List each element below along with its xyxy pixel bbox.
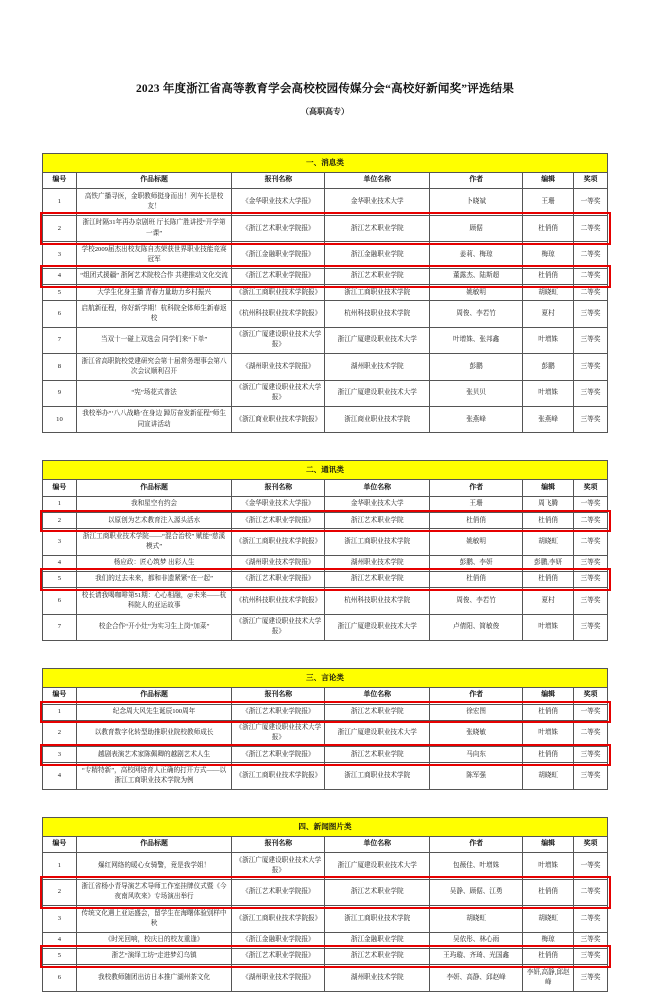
cell-award: 三等奖	[574, 380, 608, 406]
cell-title: 学校2009届杰出校友陈自杰荣获世界职业技能竞赛冠军	[76, 242, 231, 268]
cell-title: 浙江省杨小青导演艺术导师工作室挂牌仪式暨《今夜南风吹来》专场演出举行	[76, 879, 231, 905]
cell-author: 姜莉、梅琼	[430, 242, 523, 268]
cell-paper: 《浙江广厦建设职业技术大学报》	[232, 327, 325, 353]
table-row	[43, 285, 608, 301]
cell-award: 三等奖	[574, 763, 608, 789]
cell-editor: 夏村	[523, 588, 574, 614]
table-row-flagged	[43, 948, 608, 964]
cell-author: 杜俏俏	[430, 513, 523, 529]
section-header-row	[43, 154, 608, 173]
cell-award: 三等奖	[574, 571, 608, 587]
table-row	[43, 354, 608, 380]
table-row	[43, 242, 608, 268]
cell-author: 吴静、顾倨、江勇	[430, 879, 523, 905]
cell-author: 张贝贝	[430, 380, 523, 406]
cell-unit: 金华职业技术大学	[325, 189, 430, 215]
table-row	[43, 406, 608, 432]
table-row-flagged	[43, 879, 608, 905]
cell-no: 5	[43, 571, 77, 587]
cell-editor: 杜俏俏	[523, 948, 574, 964]
cell-author: 王玙璇、齐琦、光国鑫	[430, 948, 523, 964]
column-header-title: 作品标题	[76, 480, 231, 497]
table-row-flagged	[43, 268, 608, 284]
cell-author: 张燕峰	[430, 406, 523, 432]
cell-award: 三等奖	[574, 965, 608, 991]
cell-award: 一等奖	[574, 189, 608, 215]
cell-editor: 叶增姝	[523, 853, 574, 879]
column-header-award: 奖项	[574, 172, 608, 189]
column-header-author: 作者	[430, 172, 523, 189]
cell-no: 1	[43, 704, 77, 720]
cell-editor: 叶增姝	[523, 720, 574, 746]
cell-award: 二等奖	[574, 268, 608, 284]
cell-award: 三等奖	[574, 747, 608, 763]
cell-paper: 《浙江艺术职业学院报》	[232, 948, 325, 964]
cell-author: 徐宏图	[430, 704, 523, 720]
column-header-editor: 编辑	[523, 836, 574, 853]
cell-award: 二等奖	[574, 215, 608, 241]
table-row-flagged	[43, 747, 608, 763]
cell-unit: 浙江艺术职业学院	[325, 747, 430, 763]
cell-award: 一等奖	[574, 704, 608, 720]
cell-paper: 《金华职业技术大学报》	[232, 189, 325, 215]
cell-paper: 《浙江工商职业技术学院报》	[232, 763, 325, 789]
cell-editor: 张燕峰	[523, 406, 574, 432]
cell-unit: 浙江艺术职业学院	[325, 513, 430, 529]
cell-no: 3	[43, 529, 77, 555]
column-header-award: 奖项	[574, 480, 608, 497]
cell-paper: 《浙江工商职业技术学院报》	[232, 529, 325, 555]
cell-editor: 胡晓虹	[523, 763, 574, 789]
cell-editor: 杜俏俏	[523, 879, 574, 905]
cell-editor: 周飞腾	[523, 496, 574, 512]
section-header-row	[43, 461, 608, 480]
cell-editor: 彭鹏	[523, 354, 574, 380]
cell-author: 王珊	[430, 496, 523, 512]
cell-no: 1	[43, 853, 77, 879]
table-row	[43, 496, 608, 512]
cell-no: 1	[43, 496, 77, 512]
cell-paper: 《杭州科技职业技术学院报》	[232, 301, 325, 327]
cell-title: “宪”场花式普法	[76, 380, 231, 406]
cell-unit: 湖州职业技术学院	[325, 354, 430, 380]
column-header-no: 编号	[43, 172, 77, 189]
cell-editor: 杜俏俏	[523, 704, 574, 720]
cell-unit: 浙江艺术职业学院	[325, 571, 430, 587]
cell-author: 李妍、高静、邱赵峰	[430, 965, 523, 991]
cell-no: 6	[43, 301, 77, 327]
cell-paper: 《浙江工商职业技术学院报》	[232, 285, 325, 301]
cell-award: 二等奖	[574, 906, 608, 932]
cell-title: 以原创为艺术教育注入源头活水	[76, 513, 231, 529]
column-header-row	[43, 836, 608, 853]
cell-award: 二等奖	[574, 529, 608, 555]
cell-award: 三等奖	[574, 327, 608, 353]
cell-unit: 浙江工商职业技术学院	[325, 763, 430, 789]
cell-unit: 浙江艺术职业学院	[325, 704, 430, 720]
cell-award: 二等奖	[574, 242, 608, 268]
cell-award: 三等奖	[574, 932, 608, 948]
cell-unit: 浙江工商职业技术学院	[325, 529, 430, 555]
cell-paper: 《浙江艺术职业学院报》	[232, 513, 325, 529]
cell-editor: 杜俏俏	[523, 571, 574, 587]
cell-unit: 浙江工商职业技术学院	[325, 906, 430, 932]
cell-editor: 梅琼	[523, 932, 574, 948]
cell-award: 三等奖	[574, 354, 608, 380]
table-row	[43, 189, 608, 215]
column-header-award: 奖项	[574, 687, 608, 704]
cell-award: 一等奖	[574, 496, 608, 512]
cell-author: 卢倩阳、简敏俊	[430, 614, 523, 640]
cell-editor: 叶增姝	[523, 327, 574, 353]
cell-editor: 叶增姝	[523, 614, 574, 640]
cell-author: 彭鹏、李妍	[430, 555, 523, 571]
column-header-no: 编号	[43, 687, 77, 704]
cell-award: 三等奖	[574, 301, 608, 327]
cell-award: 二等奖	[574, 513, 608, 529]
table-row	[43, 555, 608, 571]
cell-unit: 浙江金融职业学院	[325, 242, 430, 268]
cell-paper: 《杭州科技职业技术学院报》	[232, 588, 325, 614]
cell-award: 三等奖	[574, 614, 608, 640]
table-row	[43, 614, 608, 640]
cell-title: 我们的过去未来，都和非遗紧紧“在一起”	[76, 571, 231, 587]
cell-author: 叶增姝、张邦鑫	[430, 327, 523, 353]
awards-table-2	[42, 460, 608, 641]
cell-author: 姚敏明	[430, 285, 523, 301]
cell-title: 爆红网络的暖心女骑警，竟是我学姐！	[76, 853, 231, 879]
cell-no: 6	[43, 965, 77, 991]
cell-no: 2	[43, 879, 77, 905]
cell-paper: 《浙江艺术职业学院报》	[232, 879, 325, 905]
cell-unit: 浙江工商职业技术学院	[325, 285, 430, 301]
cell-title: 当双十一碰上双选会 同学们来“下单”	[76, 327, 231, 353]
column-header-award: 奖项	[574, 836, 608, 853]
column-header-paper: 报刊名称	[232, 172, 325, 189]
cell-editor: 王珊	[523, 189, 574, 215]
cell-editor: 梅琼	[523, 242, 574, 268]
cell-no: 3	[43, 906, 77, 932]
table-row	[43, 380, 608, 406]
cell-author: 周俊、李若竹	[430, 588, 523, 614]
cell-award: 三等奖	[574, 406, 608, 432]
cell-paper: 《浙江广厦建设职业技术大学报》	[232, 614, 325, 640]
table-section-3	[42, 668, 608, 790]
cell-paper: 《湖州职业技术学院报》	[232, 354, 325, 380]
cell-unit: 湖州职业技术学院	[325, 555, 430, 571]
cell-award: 一等奖	[574, 853, 608, 879]
column-header-editor: 编辑	[523, 480, 574, 497]
cell-author: 杜俏俏	[430, 571, 523, 587]
cell-unit: 浙江广厦建设职业技术大学	[325, 380, 430, 406]
cell-paper: 《浙江金融职业学院报》	[232, 932, 325, 948]
cell-editor: 胡晓虹	[523, 906, 574, 932]
table-row	[43, 720, 608, 746]
cell-no: 9	[43, 380, 77, 406]
cell-no: 4	[43, 555, 77, 571]
cell-unit: 浙江广厦建设职业技术大学	[325, 614, 430, 640]
cell-title: 启航新征程，你好新学期！杭科院全体师生新春返校	[76, 301, 231, 327]
column-header-unit: 单位名称	[325, 687, 430, 704]
cell-no: 5	[43, 948, 77, 964]
cell-no: 4	[43, 763, 77, 789]
section-title: 四、新闻图片类	[43, 817, 608, 836]
cell-title: 高铁广播寻医，金职教师挺身而出！列车长是校友！	[76, 189, 231, 215]
cell-no: 2	[43, 215, 77, 241]
cell-paper: 《湖州职业技术学院报》	[232, 555, 325, 571]
cell-paper: 《浙江广厦建设职业技术大学报》	[232, 853, 325, 879]
cell-author: 胡晓虹	[430, 906, 523, 932]
column-header-title: 作品标题	[76, 836, 231, 853]
cell-no: 2	[43, 720, 77, 746]
column-header-no: 编号	[43, 480, 77, 497]
cell-unit: 湖州职业技术学院	[325, 965, 430, 991]
awards-table-1	[42, 153, 608, 433]
cell-award: 二等奖	[574, 879, 608, 905]
cell-unit: 金华职业技术大学	[325, 496, 430, 512]
cell-author: 张晓敏	[430, 720, 523, 746]
table-section-1	[42, 153, 608, 433]
cell-title: 越剧表演艺术家陈佩卿的越剧艺术人生	[76, 747, 231, 763]
table-row	[43, 965, 608, 991]
table-row-flagged	[43, 513, 608, 529]
column-header-author: 作者	[430, 480, 523, 497]
cell-unit: 浙江金融职业学院	[325, 932, 430, 948]
cell-author: 包薇佳、叶增姝	[430, 853, 523, 879]
cell-unit: 浙江广厦建设职业技术大学	[325, 720, 430, 746]
cell-paper: 《湖州职业技术学院报》	[232, 965, 325, 991]
cell-award: 三等奖	[574, 588, 608, 614]
cell-title: 我和星空有约会	[76, 496, 231, 512]
cell-no: 3	[43, 242, 77, 268]
cell-unit: 杭州科技职业技术学院	[325, 301, 430, 327]
table-row	[43, 932, 608, 948]
cell-unit: 浙江商业职业技术学院	[325, 406, 430, 432]
cell-award: 三等奖	[574, 555, 608, 571]
cell-author: 顾倨	[430, 215, 523, 241]
cell-title: 以教育数字化转型助推职业院校教师成长	[76, 720, 231, 746]
cell-no: 3	[43, 747, 77, 763]
section-title: 一、消息类	[43, 154, 608, 173]
cell-no: 10	[43, 406, 77, 432]
section-title: 三、言论类	[43, 669, 608, 688]
cell-unit: 杭州科技职业技术学院	[325, 588, 430, 614]
awards-table-4	[42, 817, 608, 992]
cell-title: “组团式援疆” 浙阿艺术院校合作 共建推动文化交流	[76, 268, 231, 284]
column-header-author: 作者	[430, 836, 523, 853]
cell-author: 彭鹏	[430, 354, 523, 380]
cell-author: 卜晓斌	[430, 189, 523, 215]
column-header-no: 编号	[43, 836, 77, 853]
cell-unit: 浙江艺术职业学院	[325, 268, 430, 284]
column-header-paper: 报刊名称	[232, 687, 325, 704]
cell-award: 二等奖	[574, 720, 608, 746]
column-header-row	[43, 687, 608, 704]
cell-paper: 《浙江艺术职业学院报》	[232, 704, 325, 720]
cell-title: 浙江省高职院校党建研究会第十届常务理事会第八次会议顺利召开	[76, 354, 231, 380]
cell-title: 传统文化遇上亚运盛会，留学生在海曙体验别样中秋	[76, 906, 231, 932]
cell-editor: 杜俏俏	[523, 268, 574, 284]
cell-title: “专精特新”，高校网络育人正确的打开方式——以浙江工商职业技术学院为例	[76, 763, 231, 789]
table-row	[43, 853, 608, 879]
cell-paper: 《浙江艺术职业学院报》	[232, 571, 325, 587]
cell-author: 吴依彤、林心雨	[430, 932, 523, 948]
cell-no: 7	[43, 327, 77, 353]
cell-author: 陈军强	[430, 763, 523, 789]
cell-paper: 《浙江金融职业学院报》	[232, 242, 325, 268]
cell-author: 董露杰、陆斯超	[430, 268, 523, 284]
section-header-row	[43, 817, 608, 836]
column-header-editor: 编辑	[523, 687, 574, 704]
page-title: 2023 年度浙江省高等教育学会高校校园传媒分会“高校好新闻奖”评选结果	[135, 83, 515, 95]
cell-paper: 《浙江艺术职业学院报》	[232, 747, 325, 763]
column-header-title: 作品标题	[76, 172, 231, 189]
column-header-title: 作品标题	[76, 687, 231, 704]
table-row	[43, 763, 608, 789]
column-header-paper: 报刊名称	[232, 480, 325, 497]
column-header-row	[43, 172, 608, 189]
cell-editor: 李妍,高静,邱赵峰	[523, 965, 574, 991]
cell-no: 5	[43, 285, 77, 301]
awards-table-3	[42, 668, 608, 790]
cell-editor: 胡晓虹	[523, 529, 574, 555]
cell-title: 大学生化身主播 青春力量助力乡村振兴	[76, 285, 231, 301]
cell-title: 我校教师随团出访日本推广湖州茶文化	[76, 965, 231, 991]
cell-title: 我校举办“‘八八战略’在身边 踔厉奋发新征程”师生同宣讲活动	[76, 406, 231, 432]
cell-editor: 杜俏俏	[523, 747, 574, 763]
column-header-row	[43, 480, 608, 497]
cell-no: 4	[43, 932, 77, 948]
cell-author: 周俊、李若竹	[430, 301, 523, 327]
cell-no: 2	[43, 513, 77, 529]
cell-unit: 浙江艺术职业学院	[325, 948, 430, 964]
table-row-flagged	[43, 571, 608, 587]
cell-paper: 《浙江商业职业技术学院报》	[232, 406, 325, 432]
cell-paper: 《浙江广厦建设职业技术大学报》	[232, 720, 325, 746]
cell-editor: 夏村	[523, 301, 574, 327]
cell-no: 8	[43, 354, 77, 380]
cell-editor: 叶增姝	[523, 380, 574, 406]
cell-paper: 《浙江工商职业技术学院报》	[232, 906, 325, 932]
cell-title: 校长请我喝咖啡第51期：心心相融，@未来——杭科院人的亚运故事	[76, 588, 231, 614]
table-row-flagged	[43, 704, 608, 720]
section-header-row	[43, 669, 608, 688]
table-section-4	[42, 817, 608, 992]
page-subtitle: （高职高专）	[301, 107, 349, 116]
cell-author: 姚敏明	[430, 529, 523, 555]
cell-unit: 浙江艺术职业学院	[325, 879, 430, 905]
table-row-flagged	[43, 215, 608, 241]
award-tables-container	[0, 153, 650, 992]
cell-paper: 《浙江艺术职业学院报》	[232, 215, 325, 241]
cell-title: 《时光回响，校庆日的校友重逢》	[76, 932, 231, 948]
cell-no: 7	[43, 614, 77, 640]
column-header-editor: 编辑	[523, 172, 574, 189]
table-row	[43, 327, 608, 353]
cell-no: 1	[43, 189, 77, 215]
cell-author: 马向东	[430, 747, 523, 763]
column-header-unit: 单位名称	[325, 480, 430, 497]
cell-award: 二等奖	[574, 285, 608, 301]
column-header-unit: 单位名称	[325, 836, 430, 853]
table-row	[43, 529, 608, 555]
cell-editor: 杜俏俏	[523, 513, 574, 529]
cell-paper: 《浙江艺术职业学院报》	[232, 268, 325, 284]
cell-title: 浙江工商职业技术学院——“混合治校” 赋能“慈溪模式”	[76, 529, 231, 555]
cell-unit: 浙江艺术职业学院	[325, 215, 430, 241]
cell-unit: 浙江广厦建设职业技术大学	[325, 327, 430, 353]
cell-unit: 浙江广厦建设职业技术大学	[325, 853, 430, 879]
cell-title: 浙艺“演绎工坊”走进梦幻乌镇	[76, 948, 231, 964]
cell-award: 三等奖	[574, 948, 608, 964]
cell-title: 浙江时隔31年再办京剧班 厅长陈广胜讲授“开学第一课”	[76, 215, 231, 241]
column-header-unit: 单位名称	[325, 172, 430, 189]
cell-no: 4	[43, 268, 77, 284]
section-title: 二、通讯类	[43, 461, 608, 480]
cell-paper: 《浙江广厦建设职业技术大学报》	[232, 380, 325, 406]
cell-paper: 《金华职业技术大学报》	[232, 496, 325, 512]
cell-editor: 杜俏俏	[523, 215, 574, 241]
cell-editor: 胡晓虹	[523, 285, 574, 301]
column-header-paper: 报刊名称	[232, 836, 325, 853]
cell-editor: 彭鹏,李妍	[523, 555, 574, 571]
table-row	[43, 588, 608, 614]
table-section-2	[42, 460, 608, 641]
cell-title: 校企合作“开小灶”为实习生上岗“加菜”	[76, 614, 231, 640]
cell-no: 6	[43, 588, 77, 614]
column-header-author: 作者	[430, 687, 523, 704]
table-row	[43, 301, 608, 327]
cell-title: 杨应政：匠心筑梦 出彩人生	[76, 555, 231, 571]
cell-title: 纪念周大风先生诞辰100周年	[76, 704, 231, 720]
